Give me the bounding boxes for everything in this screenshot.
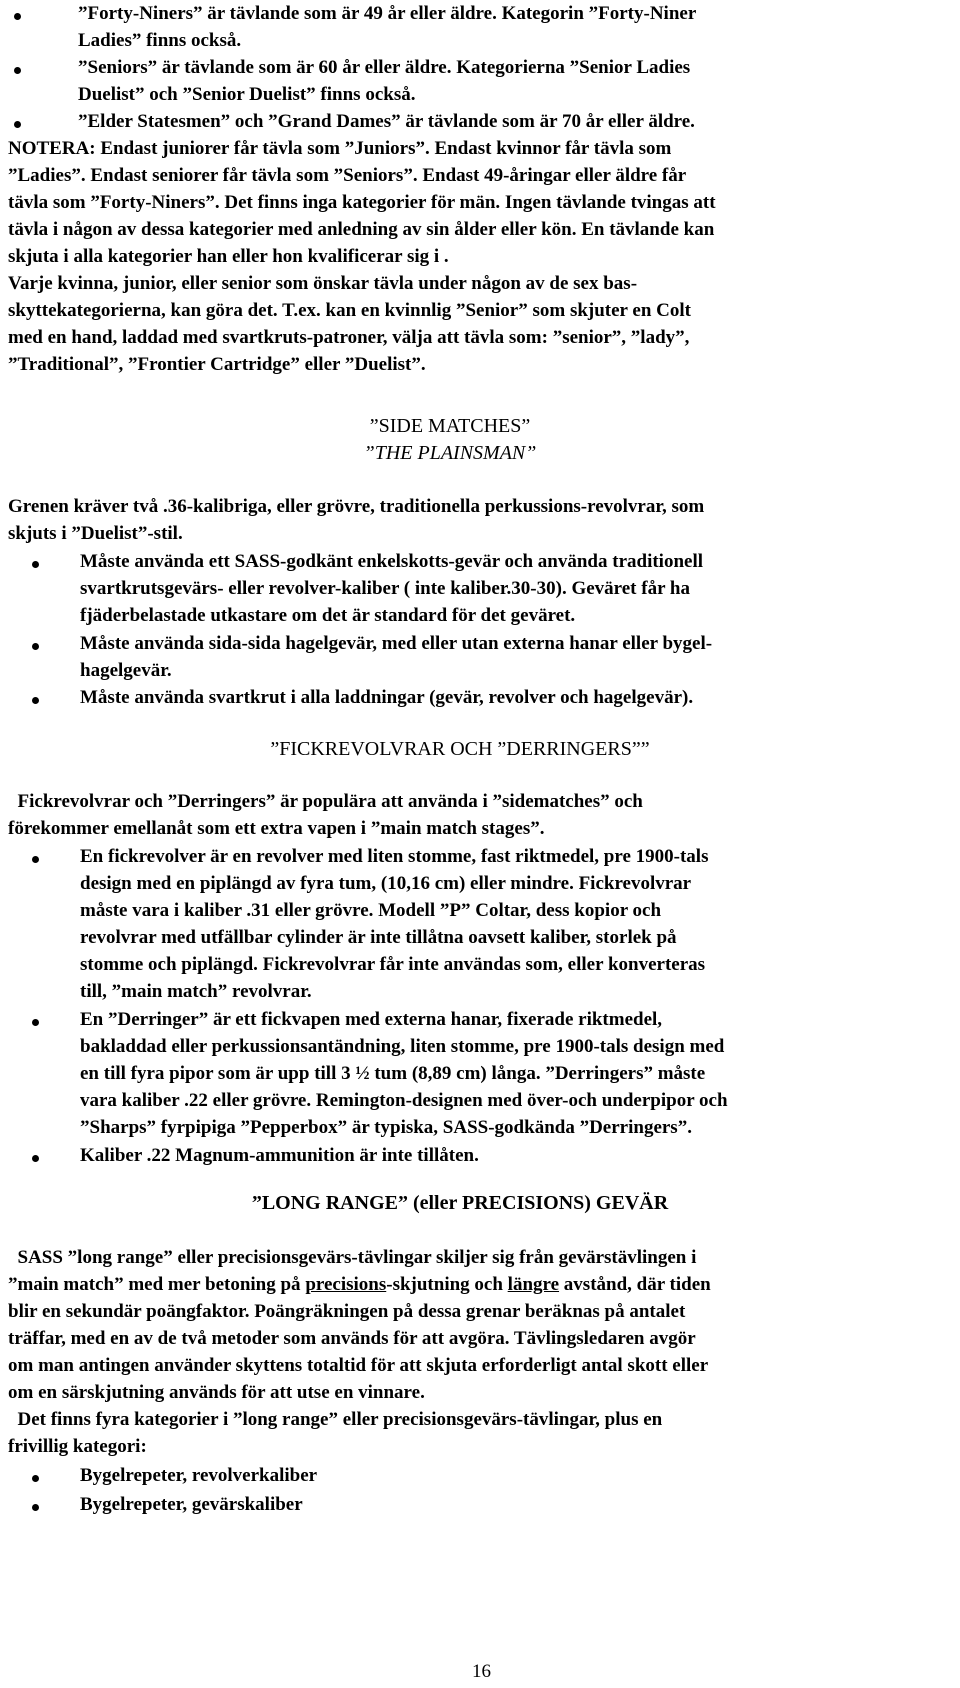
long-range-text: ”main match” med mer betoning på (8, 1274, 306, 1295)
intro-bullet-2-line-1: ”Seniors” är tävlande som är 60 år eller äldre. Kategorierna ”Senior Ladies (78, 57, 691, 78)
pocket-bullet-1-line-4: revolvrar med utfällbar cylinder är inte tillåtna oavsett kaliber, storlek på (80, 927, 677, 948)
long-range-para1-line-6: om en särskjutning används för att utse en vinnare. (8, 1382, 425, 1403)
pocket-bullet-2-line-5: ”Sharps” fyrpipiga ”Pepperbox” är typiska, SASS-godkända ”Derringers”. (80, 1117, 692, 1138)
intro-bullet-2-line-2: Duelist” och ”Senior Duelist” finns också. (78, 84, 416, 105)
bullet-icon (32, 643, 39, 650)
note-line-7: skyttekategorierna, kan göra det. T.ex. kan en kvinnlig ”Senior” som skjuter en Colt (8, 300, 691, 321)
bullet-icon (32, 561, 39, 568)
bullet-icon (32, 1155, 39, 1162)
bullet-icon (32, 1475, 39, 1482)
side-matches-title: ”SIDE MATCHES” (369, 415, 531, 437)
note-line-8: med en hand, laddad med svartkruts-patroner, välja att tävla som: ”senior”, ”lady”, (8, 327, 690, 348)
note-line-9: ”Traditional”, ”Frontier Cartridge” eller ”Duelist”. (8, 354, 426, 375)
long-range-text: avstånd, där tiden (559, 1274, 711, 1295)
intro-bullet-1-line-2: Ladies” finns också. (78, 30, 242, 51)
side-matches-subtitle: ”THE PLAINSMAN” (363, 442, 537, 464)
side-bullet-3-line-1: Måste använda svartkrut i alla laddningar (gevär, revolver och hagelgevär). (80, 687, 694, 708)
bullet-icon (14, 13, 21, 20)
side-bullet-2-line-1: Måste använda sida-sida hagelgevär, med eller utan externa hanar eller bygel- (80, 633, 713, 654)
long-range-para1-line-1: SASS ”long range” eller precisionsgevärs-tävlingar skiljer sig från gevärstävlingen i (8, 1247, 697, 1268)
long-range-para1-line-5: om man antingen använder skyttens totaltid för att skjuta erforderligt antal skott eller (8, 1355, 709, 1376)
note-line-1: NOTERA: Endast juniorer får tävla som ”Juniors”. Endast kvinnor får tävla som (8, 138, 672, 159)
bullet-icon (32, 1504, 39, 1511)
pocket-intro-line-2: förekommer emellanåt som ett extra vapen i ”main match stages”. (8, 818, 545, 839)
pocket-bullet-1-line-5: stomme och piplängd. Fickrevolvrar får inte användas som, eller konverteras (80, 954, 706, 975)
note-line-6: Varje kvinna, junior, eller senior som önskar tävla under någon av de sex bas- (8, 273, 638, 294)
underlined-langre: längre (507, 1274, 560, 1295)
underlined-precisions: precisions (305, 1274, 387, 1295)
pocket-bullet-2-line-3: en till fyra pipor som är upp till 3 ½ tum (8,89 cm) långa. ”Derringers” måste (80, 1063, 706, 1084)
pocket-bullet-2-line-2: bakladdad eller perkussionsantändning, liten stomme, pre 1900-tals design med (80, 1036, 725, 1057)
side-matches-intro-line-2: skjuts i ”Duelist”-stil. (8, 523, 183, 544)
long-range-bullet-2: Bygelrepeter, gevärskaliber (80, 1494, 303, 1515)
bullet-icon (14, 121, 21, 128)
page-number: 16 (472, 1661, 491, 1682)
long-range-para1-line-2 (8, 1271, 711, 1298)
long-range-para2-line-2: frivillig kategori: (8, 1436, 147, 1457)
side-matches-intro-line-1: Grenen kräver två .36-kalibriga, eller grövre, traditionella perkussions-revolvrar, som (8, 496, 705, 517)
intro-bullet-3-line-1: ”Elder Statesmen” och ”Grand Dames” är tävlande som är 70 år eller äldre. (78, 111, 695, 132)
long-range-para1-line-4: träffar, med en av de två metoder som används för att avgöra. Tävlingsledaren avgör (8, 1328, 696, 1349)
pocket-bullet-1-line-6: till, ”main match” revolvrar. (80, 981, 312, 1002)
side-bullet-1-line-2: svartkrutsgevärs- eller revolver-kaliber ( inte kaliber.30-30). Geväret får ha (80, 578, 690, 599)
pocket-bullet-1-line-2: design med en piplängd av fyra tum, (10,16 cm) eller mindre. Fickrevolvrar (80, 873, 692, 894)
pocket-bullet-2-line-1: En ”Derringer” är ett fickvapen med externa hanar, fixerade riktmedel, (80, 1009, 663, 1030)
bullet-icon (32, 856, 39, 863)
bullet-icon (14, 67, 21, 74)
note-line-3: tävla som ”Forty-Niners”. Det finns inga kategorier för män. Ingen tävlande tvingas att (8, 192, 716, 213)
bullet-icon (32, 1019, 39, 1026)
pocket-bullet-2-line-4: vara kaliber .22 eller grövre. Remington-designen med över-och underpipor och (80, 1090, 728, 1111)
long-range-title: ”LONG RANGE” (eller PRECISIONS) GEVÄR (251, 1192, 669, 1214)
note-line-4: tävla i någon av dessa kategorier med anledning av sin ålder eller kön. En tävlande kan (8, 219, 715, 240)
side-bullet-1-line-1: Måste använda ett SASS-godkänt enkelskotts-gevär och använda traditionell (80, 551, 704, 572)
side-bullet-2-line-2: hagelgevär. (80, 660, 172, 681)
long-range-para1-line-3: blir en sekundär poängfaktor. Poängräkningen på dessa grenar beräknas på antalet (8, 1301, 686, 1322)
intro-bullet-1-line-1: ”Forty-Niners” är tävlande som är 49 år eller äldre. Kategorin ”Forty-Niner (78, 3, 697, 24)
long-range-para2-line-1: Det finns fyra kategorier i ”long range” eller precisionsgevärs-tävlingar, plus en (8, 1409, 663, 1430)
pocket-bullet-1-line-1: En fickrevolver är en revolver med liten stomme, fast riktmedel, pre 1900-tals (80, 846, 709, 867)
note-line-2: ”Ladies”. Endast seniorer får tävla som ”Seniors”. Endast 49-åringar eller äldre får (8, 165, 687, 186)
pocket-intro-line-1: Fickrevolvrar och ”Derringers” är populära att använda i ”sidematches” och (8, 791, 643, 812)
bullet-icon (32, 697, 39, 704)
side-bullet-1-line-3: fjäderbelastade utkastare om det är standard för det geväret. (80, 605, 576, 626)
pocket-bullet-1-line-3: måste vara i kaliber .31 eller grövre. Modell ”P” Coltar, dess kopior och (80, 900, 662, 921)
long-range-bullet-1: Bygelrepeter, revolverkaliber (80, 1465, 318, 1486)
pocket-title: ”FICKREVOLVRAR OCH ”DERRINGERS”” (270, 738, 650, 760)
note-line-5: skjuta i alla kategorier han eller hon kvalificerar sig i . (8, 246, 449, 267)
long-range-text: -skjutning och (386, 1274, 508, 1295)
pocket-bullet-3-line-1: Kaliber .22 Magnum-ammunition är inte tillåten. (80, 1145, 479, 1166)
